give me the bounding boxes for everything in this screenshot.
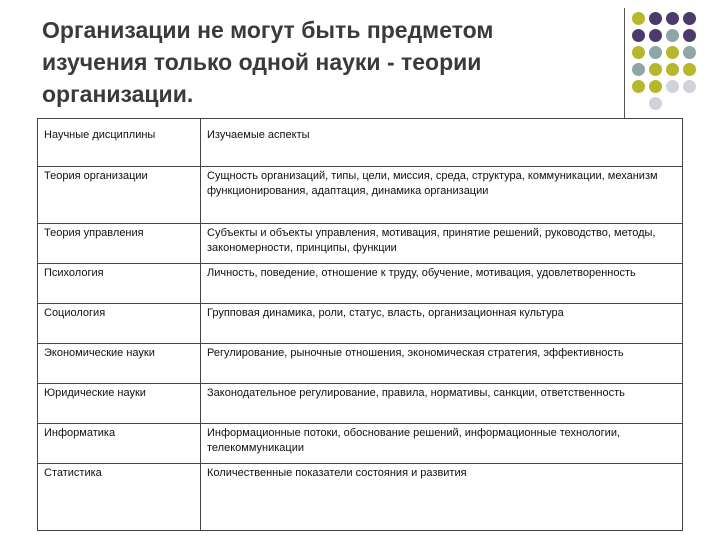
decorative-dot [649,46,662,59]
discipline-cell: Теория организации [38,167,201,224]
discipline-cell: Информатика [38,424,201,464]
decorative-dot [683,12,696,25]
aspects-cell: Групповая динамика, роли, статус, власть, организационная культура [201,304,683,344]
decorative-dot [683,63,696,76]
table-header-row [38,119,683,167]
table-row [38,384,683,424]
decorative-dot [683,29,696,42]
decorative-vertical-line [624,8,625,133]
decorative-dot [649,97,662,110]
discipline-cell: Теория управления [38,224,201,264]
aspects-cell: Законодательное регулирование, правила, нормативы, санкции, ответственность [201,384,683,424]
decorative-dot [649,63,662,76]
table-row [38,344,683,384]
table-row [38,424,683,464]
decorative-dot [666,29,679,42]
slide-title [42,14,602,110]
aspects-cell: Информационные потоки, обоснование решений, информационные технологии, телекоммуникации [201,424,683,464]
slide-title-line: организации. [42,81,194,107]
discipline-cell: Социология [38,304,201,344]
discipline-cell: Юридические науки [38,384,201,424]
header-cell-aspects: Изучаемые аспекты [201,119,683,167]
aspects-cell: Личность, поведение, отношение к труду, обучение, мотивация, удовлетворенность [201,264,683,304]
aspects-cell: Количественные показатели состояния и развития [201,464,683,531]
slide-title-line: изучения только одной науки - теории [42,49,482,75]
discipline-cell: Статистика [38,464,201,531]
decorative-dot [683,80,696,93]
decorative-dot [649,12,662,25]
decorative-dot [666,12,679,25]
decorative-dot [632,29,645,42]
discipline-cell: Психология [38,264,201,304]
table-row [38,224,683,264]
decorative-dot [632,46,645,59]
aspects-cell: Сущность организаций, типы, цели, миссия, среда, структура, коммуникации, механизм функционирования, адаптация, динамика организации [201,167,683,224]
header-cell-disciplines: Научные дисциплины [38,119,201,167]
table-row [38,167,683,224]
decorative-dot [666,80,679,93]
decorative-dot-grid [630,10,698,112]
discipline-cell: Экономические науки [38,344,201,384]
decorative-dot [683,46,696,59]
decorative-dot [632,63,645,76]
decorative-dot [649,80,662,93]
decorative-dot [632,12,645,25]
table-row [38,304,683,344]
table-row [38,264,683,304]
table-row [38,464,683,531]
aspects-cell: Субъекты и объекты управления, мотивация, принятие решений, руководство, методы, закономерности, принципы, функции [201,224,683,264]
aspects-cell: Регулирование, рыночные отношения, экономическая стратегия, эффективность [201,344,683,384]
decorative-dot [666,63,679,76]
slide-title-line: Организации не могут быть предметом [42,17,494,43]
disciplines-table [37,118,683,531]
decorative-dot [632,80,645,93]
decorative-dot [666,46,679,59]
decorative-dot [649,29,662,42]
